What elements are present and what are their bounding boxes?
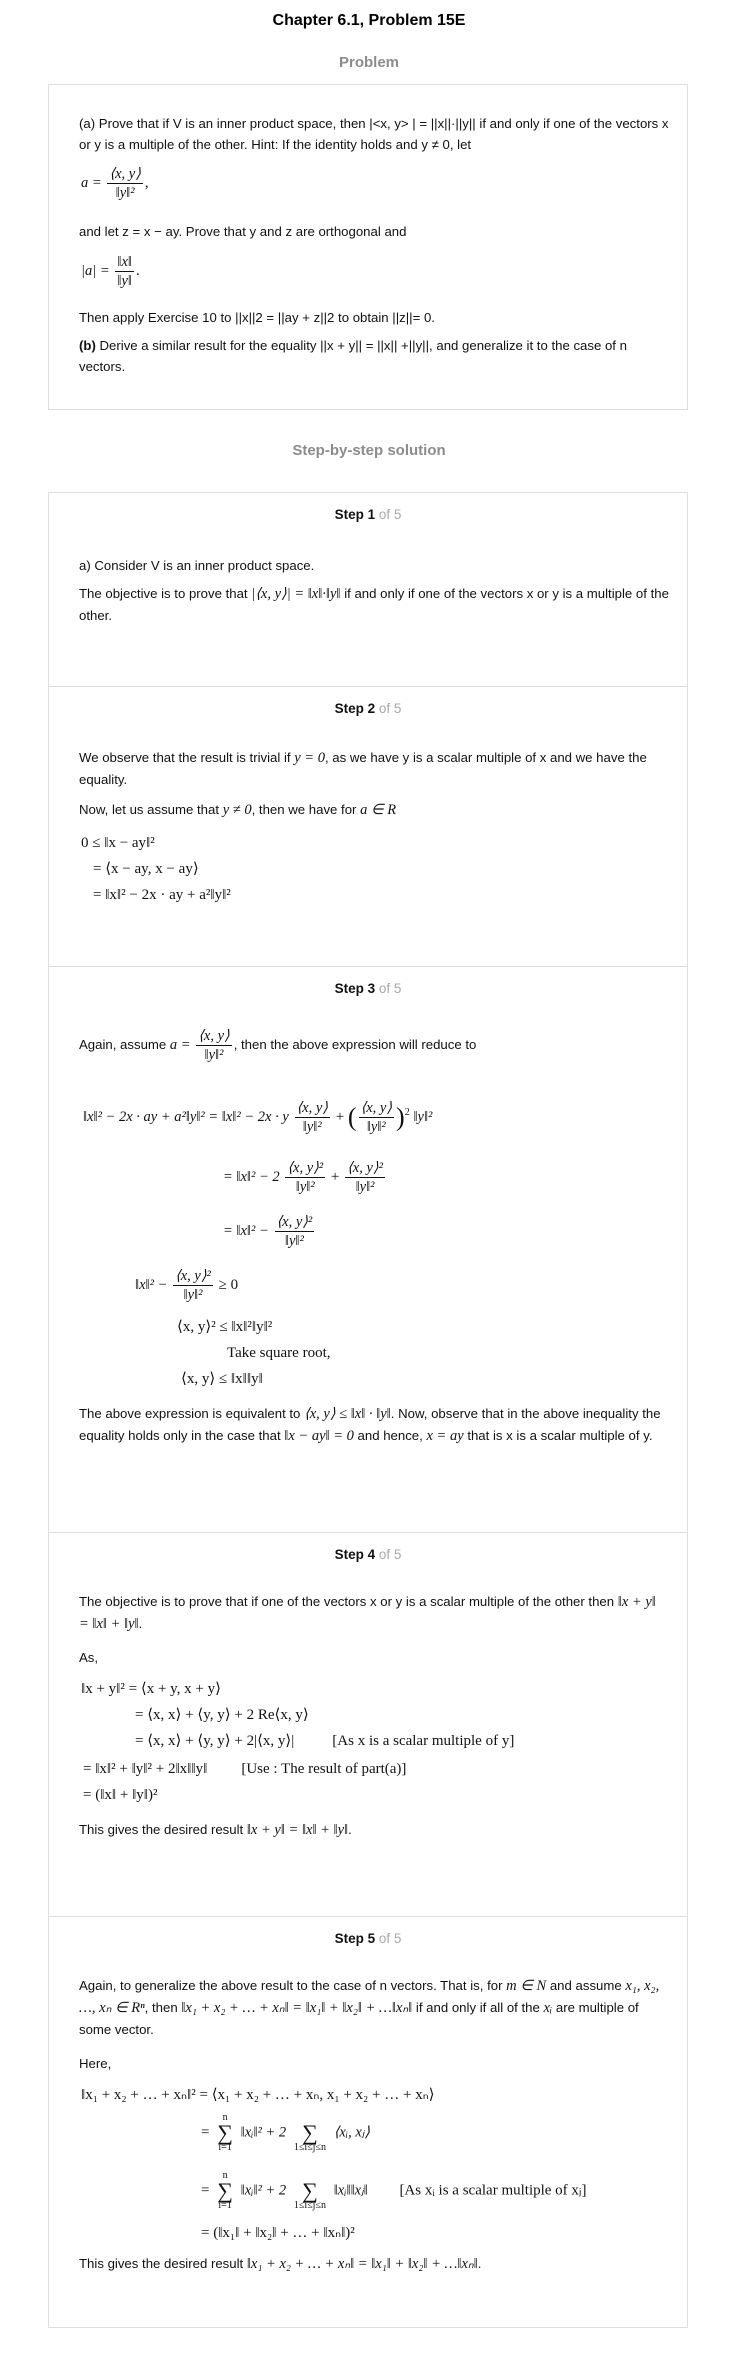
step-3-conclusion: The above expression is equivalent to ⟨x, y⟩ ≤ ‖x‖ · ‖y‖. Now, observe that in the above inequality the equality holds only in the case that ‖x − ay‖ = 0 and hence, x = ay that is x is a scalar multiple of y.: [79, 1406, 661, 1444]
problem-abs-a: |a| = $\frac{‖x‖}{‖y‖}$ .: [81, 254, 140, 289]
step-1-intro: a) Consider V is an inner product space.: [79, 558, 315, 573]
step-4-eq-5: = (‖x‖ + ‖y‖)²: [83, 1787, 158, 1803]
step-4-header: Step 4 of 5: [334, 1547, 402, 1562]
step-3-eq-2: = ‖x‖² − 2 $\frac{\text{⟨x, y⟩²}}{\text{‖y‖²}}$ + $\frac{\text{⟨x, y⟩²}}{\text{‖y‖²}}$: [223, 1160, 383, 1195]
step-3-squared-ineq: ⟨x, y⟩² ≤ ‖x‖²‖y‖²: [177, 1319, 273, 1335]
step-3-sqrt-note: Take square root,: [227, 1345, 331, 1361]
step-1: [48, 492, 688, 686]
step-4-eq-4: = ‖x‖² + ‖y‖² + 2‖x‖‖y‖ [Use : The result of part(a)]: [83, 1761, 407, 1777]
step-4-eq-3: = ⟨x, x⟩ + ⟨y, y⟩ + 2|⟨x, y⟩| [As x is a scalar multiple of y]: [135, 1733, 515, 1749]
problem-part-b: (b) Derive a similar result for the equality ||x + y|| = ||x|| +||y||, and generalize it to the case of n vectors.: [79, 338, 627, 374]
solution-heading: Step-by-step solution: [292, 442, 446, 459]
step-3-assume-a: Again, assume a = $\frac{⟨x, y⟩}{\text{‖y‖²}}$ , then the above expression will reduce to: [79, 1028, 477, 1063]
step-3-eq-3: = ‖x‖² − $\frac{\text{⟨x, y⟩²}}{\text{‖y‖²}}$: [223, 1214, 313, 1249]
step-3-inequality: ‖x‖² − $\frac{\text{⟨x, y⟩²}}{\text{‖y‖²}}$ ≥ 0: [135, 1268, 239, 1303]
step-5-eq-4: = (‖x₁‖ + ‖x₂‖ + … + ‖xₙ‖)²: [201, 2225, 355, 2241]
problem-part-a-middle: and let z = x − ay. Prove that y and z are orthogonal and: [79, 224, 407, 239]
step-4-eq-1: ‖x + y‖² = ⟨x + y, x + y⟩: [81, 1681, 221, 1697]
step-5-eq-1: ‖x₁ + x₂ + … + xₙ‖² = ⟨x₁ + x₂ + … + xₙ, x₁ + x₂ + … + xₙ⟩: [81, 2087, 435, 2103]
problem-part-a-end: Then apply Exercise 10 to ||x||2 = ||ay + z||2 to obtain ||z||= 0.: [79, 310, 435, 325]
step-5-header: Step 5 of 5: [334, 1931, 402, 1946]
step-1-header: Step 1 of 5: [334, 507, 402, 522]
step-1-objective: The objective is to prove that |⟨x, y⟩| = ‖x‖·‖y‖ if and only if one of the vectors x or y is a multiple of the other.: [79, 586, 669, 623]
step-5-eq-3: = n ∑ i=1 ‖xᵢ‖² + 2 ∑ 1≤i≤j≤n ‖xᵢ‖‖xⱼ‖ [As xᵢ is a scalar multiple of xⱼ]: [201, 2170, 587, 2211]
step-5-generalization: Again, to generalize the above result to the case of n vectors. That is, for m ∈ N and assume x₁, x₂, …, xₙ ∈ Rⁿ, then ‖x₁ + x₂ + … + xₙ‖ = ‖x₁‖ + ‖x₂‖ + …‖xₙ‖ if and only if all of the xᵢ are multiple of some vector.: [79, 1978, 660, 2037]
problem-heading: Problem: [338, 54, 399, 71]
step-5-here: Here,: [79, 2056, 112, 2071]
page-title: Chapter 6.1, Problem 15E: [272, 12, 466, 29]
step-3-header: Step 3 of 5: [334, 981, 402, 996]
step-5: [48, 1916, 688, 2328]
step-3: [48, 966, 688, 1532]
step-3-cauchy-schwarz: ⟨x, y⟩ ≤ ‖x‖‖y‖: [181, 1371, 263, 1387]
step-2: [48, 686, 688, 966]
step-2-eq-1: 0 ≤ ‖x − ay‖²: [81, 835, 155, 851]
step-2-trivial-case: We observe that the result is trivial if y = 0, as we have y is a scalar multiple of x and we have the equality.: [79, 750, 647, 787]
step-2-eq-3: = ‖x‖² − 2x · ay + a²‖y‖²: [93, 887, 231, 903]
step-5-eq-2: = n ∑ i=1 ‖xᵢ‖² + 2 ∑ 1≤i≤j≤n ⟨xᵢ, xⱼ⟩: [201, 2112, 370, 2153]
step-5-conclusion: This gives the desired result ‖x₁ + x₂ + … + xₙ‖ = ‖x₁‖ + ‖x₂‖ + …‖xₙ‖.: [79, 2256, 482, 2272]
step-4: [48, 1532, 688, 1916]
step-4-objective: The objective is to prove that if one of the vectors x or y is a scalar multiple of the other then ‖x + y‖ = ‖x‖ + ‖y‖.: [79, 1594, 656, 1632]
problem-a-definition: a = $\frac{⟨x, y⟩}{\text{‖y‖²}}$ ,: [81, 166, 149, 201]
problem-part-a-intro: (a) Prove that if V is an inner product space, then |<x, y> | = ||x||·||y|| if and only if one of the vectors x or y is a multiple of the other. Hint: If the identity holds and y ≠ 0, let: [79, 116, 669, 152]
problem-box: [48, 84, 688, 410]
step-4-as: As,: [79, 1650, 99, 1665]
step-2-eq-2: = ⟨x − ay, x − ay⟩: [93, 861, 199, 877]
step-4-conclusion: This gives the desired result ‖x + y‖ = ‖x‖ + ‖y‖.: [79, 1822, 352, 1838]
step-4-eq-2: = ⟨x, x⟩ + ⟨y, y⟩ + 2 Re⟨x, y⟩: [135, 1707, 309, 1723]
step-3-eq-1: ‖x‖² − 2x · ay + a²‖y‖² = ‖x‖² − 2x · y $\frac{⟨x, y⟩}{\text{‖y‖²}}$ + ( $\frac{⟨x, y⟩}{\text{‖y‖²}}$ )$^2$ ‖y‖²: [83, 1100, 433, 1135]
step-2-assumption: Now, let us assume that y ≠ 0, then we have for a ∈ R: [79, 802, 397, 818]
step-2-header: Step 2 of 5: [334, 701, 402, 716]
